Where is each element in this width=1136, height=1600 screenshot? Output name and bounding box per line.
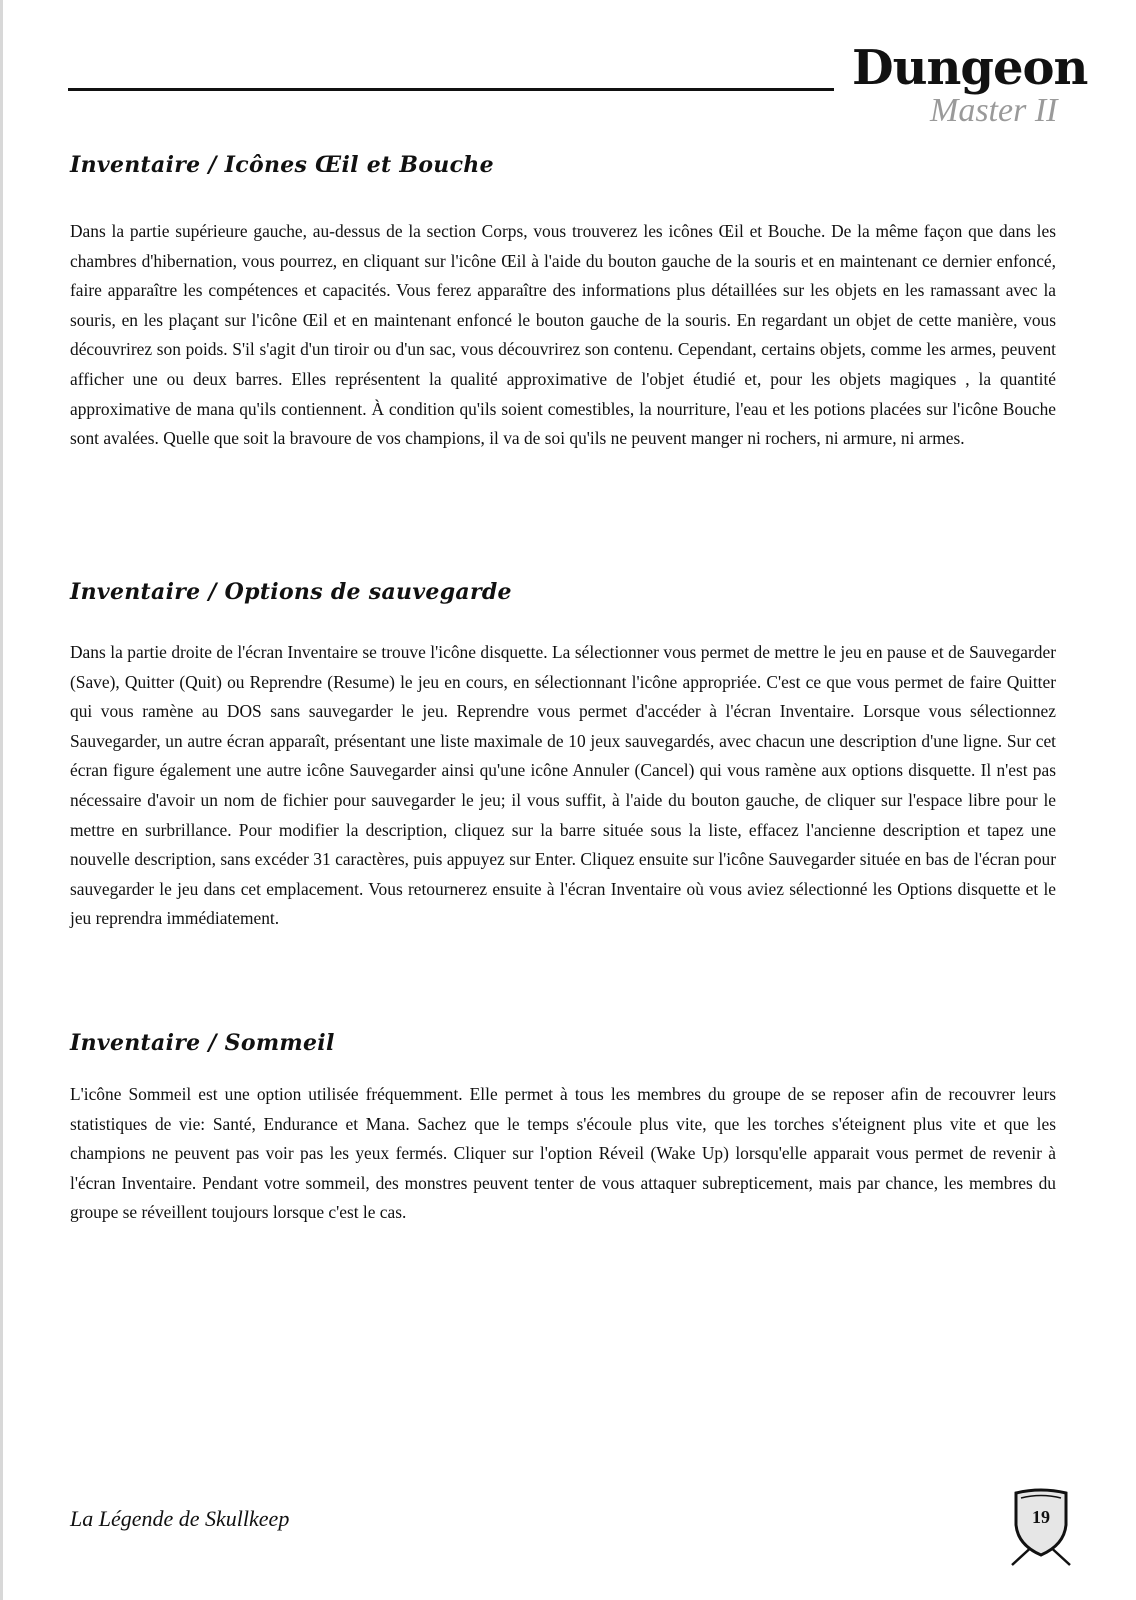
header-rule (68, 88, 834, 91)
dungeon-master-logo (852, 40, 1088, 136)
footer-book-title: La Légende de Skullkeep (70, 1506, 290, 1531)
page-edge (0, 0, 3, 1600)
section-body: Dans la partie supérieure gauche, au-dessus de la section Corps, vous trouverez les icônes Œil et Bouche. De la même façon que dans les chambres d'hibernation, vous pourrez, en cliquant sur l'icône Œil à l'aide du bouton gauche de la souris et en maintenant ce dernier enfoncé, faire apparaître les compétences et capacités. Vous ferez apparaître des informations plus détaillées sur les objets en les ramassant avec la souris, en les plaçant sur l'icône Œil et en maintenant enfoncé le bouton gauche de la souris. En regardant un objet de cette manière, vous découvrirez son poids. S'il s'agit d'un tiroir ou d'un sac, vous découvrirez son contenu. Cependant, certains objets, comme les armes, peuvent afficher une ou deux barres. Elles représentent la qualité approximative de l'objet étudié et, pour les objets magiques , la quantité approximative de mana qu'ils contiennent. À condition qu'ils soient comestibles, la nourriture, l'eau et les potions placées sur l'icône Bouche sont avalées. Quelle que soit la bravoure de vos champions, il va de soi qu'ils ne peuvent manger ni rochers, ni armure, ni armes. (70, 221, 1056, 449)
logo-main-text: Dungeon (852, 40, 1088, 96)
page-number: 19 (1032, 1507, 1050, 1527)
section-body: L'icône Sommeil est une option utilisée fréquemment. Elle permet à tous les membres du groupe de se reposer afin de recouvrer leurs statistiques de vie: Santé, Endurance et Mana. Sachez que le temps s'écoule plus vite, que les torches s'éteignent plus vite et que les champions ne peuvent pas voir pas les yeux fermés. Cliquer sur l'option Réveil (Wake Up) lorsqu'elle apparait vous permet de revenir à l'écran Inventaire. Pendant votre sommeil, des monstres peuvent tenter de vous attaquer subrepticement, mais par chance, les membres du groupe se réveillent toujours lorsque c'est le cas. (70, 1084, 1056, 1223)
section-heading: Inventaire / Icônes Œil et Bouche (70, 152, 494, 178)
section-heading: Inventaire / Sommeil (70, 1030, 335, 1056)
section-heading: Inventaire / Options de sauvegarde (70, 579, 512, 605)
section-body: Dans la partie droite de l'écran Inventaire se trouve l'icône disquette. La sélectionner vous permet de mettre le jeu en pause et de Sauvegarder (Save), Quitter (Quit) ou Reprendre (Resume) le jeu en cours, en sélectionnant l'icône appropriée. C'est ce que vous permet de faire Quitter qui vous ramène au DOS sans sauvegarder le jeu. Reprendre vous permet d'accéder à l'écran Inventaire. Lorsque vous sélectionnez Sauvegarder, un autre écran apparaît, présentant une liste maximale de 10 jeux sauvegardés, avec chacun une description d'une ligne. Sur cet écran figure également une autre icône Sauvegarder ainsi qu'une icône Annuler (Cancel) qui vous ramène aux options disquette. Il n'est pas nécessaire d'avoir un nom de fichier pour sauvegarder le jeu; il vous suffit, à l'aide du bouton gauche, de cliquer sur l'espace libre pour le mettre en surbrillance. Pour modifier la description, cliquez sur la barre située sous la liste, effacez l'ancienne description et tapez une nouvelle description, sans excéder 31 caractères, puis appuyez sur Enter. Cliquez ensuite sur l'icône Sauvegarder située en bas de l'écran pour sauvegarder le jeu dans cet emplacement. Vous retournerez ensuite à l'écran Inventaire où vous aviez sélectionné les Options disquette et le jeu reprendra immédiatement. (70, 642, 1056, 929)
logo-sub-text: Master II (930, 92, 1058, 129)
